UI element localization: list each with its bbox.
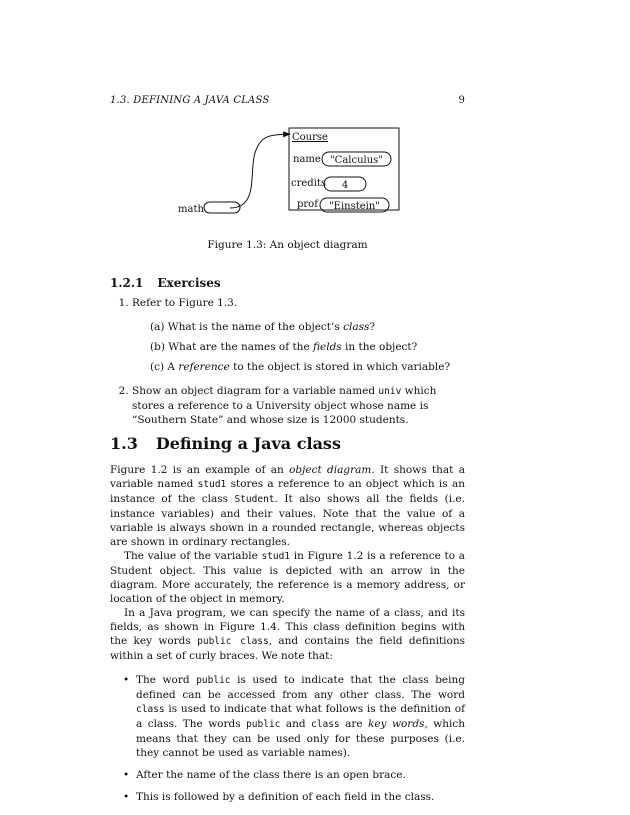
inline-code: stud1 bbox=[197, 479, 227, 490]
inline-code: public bbox=[246, 719, 281, 730]
object-diagram-figure bbox=[110, 120, 465, 238]
text: are bbox=[339, 718, 369, 730]
exercise-sublist bbox=[132, 320, 465, 374]
figure-caption: Figure 1.3: An object diagram bbox=[207, 239, 368, 251]
subitem-text: What are the names of the bbox=[168, 341, 313, 353]
subitem-label: (b) bbox=[150, 341, 165, 353]
subitem-text: ? bbox=[369, 321, 375, 333]
text: In a Java program, we can specify the name of a class, and its fields, as shown in Figure 1.4. This class definition begins with the key words bbox=[110, 607, 465, 647]
field-name: credits bbox=[291, 178, 327, 189]
text: stores a reference to an object which is an instance of the class bbox=[110, 478, 465, 505]
emphasis: key words bbox=[368, 718, 425, 730]
inline-code: public class bbox=[197, 636, 269, 647]
exercise-subitem bbox=[150, 320, 465, 334]
text: . It also shows all the fields (i.e. instance variables) and their values. Note that the value of a variable is always shown in a rounded rectangle, whereas objects are shown in ordinary rectangles. bbox=[110, 493, 465, 548]
exercise-item bbox=[132, 296, 465, 374]
text: and bbox=[280, 718, 312, 730]
subitem-text: in the object? bbox=[341, 341, 418, 353]
paragraph bbox=[110, 549, 465, 606]
exercise-text: Show an object diagram for a variable named bbox=[132, 385, 379, 397]
exercises-number: 1.2.1 bbox=[110, 276, 144, 290]
subitem-emphasis: reference bbox=[178, 361, 230, 373]
text: , and contains the field definitions within a set of curly braces. We note that: bbox=[110, 635, 466, 662]
page bbox=[110, 94, 465, 812]
text: Figure 1.2 is an example of an bbox=[110, 464, 290, 476]
section-number: 1.3 bbox=[110, 434, 138, 453]
section-heading bbox=[110, 434, 465, 453]
exercise-item bbox=[132, 384, 465, 427]
section-title: Defining a Java class bbox=[155, 434, 341, 453]
reference-arrow bbox=[230, 134, 290, 208]
inline-code: class bbox=[136, 704, 165, 715]
exercises-title: Exercises bbox=[157, 276, 221, 290]
bullet-item bbox=[136, 673, 465, 760]
subitem-emphasis: fields bbox=[313, 341, 342, 353]
emphasis: object diagram. bbox=[289, 464, 375, 476]
text: It shows that a variable named bbox=[110, 464, 465, 490]
bullet-item: • After the name of the class there is an open brace. bbox=[136, 768, 465, 782]
subitem-text: A bbox=[167, 361, 179, 373]
bullet-list bbox=[110, 673, 465, 804]
object-diagram bbox=[110, 120, 465, 238]
inline-code: univ bbox=[378, 386, 402, 397]
subitem-label: (c) bbox=[150, 361, 165, 373]
exercise-subitem bbox=[150, 360, 465, 374]
exercise-list bbox=[110, 296, 465, 427]
exercises-heading bbox=[110, 276, 465, 290]
subitem-text: to the object is stored in which variable? bbox=[229, 361, 451, 373]
paragraph bbox=[110, 606, 465, 663]
subitem-text: What is the name of the object’s bbox=[167, 321, 344, 333]
variable-label: math bbox=[178, 204, 204, 215]
class-name: Course bbox=[292, 132, 328, 143]
text: The word bbox=[136, 674, 197, 686]
text: in Figure 1.2 is a reference to a Student object. This value is depicted with an arrow in the diagram. More accurately, the reference is a memory address, or location of the object in memory. bbox=[110, 550, 465, 605]
text: is used to indicate that what follows is the definition of a class. The words bbox=[136, 703, 465, 730]
running-head-section: 1.3. DEFINING A JAVA CLASS bbox=[110, 95, 270, 106]
field-name: name bbox=[293, 154, 321, 165]
bullet-item: • This is followed by a definition of each field in the class. bbox=[136, 790, 465, 804]
page-number: 9 bbox=[458, 95, 465, 106]
inline-code: public bbox=[196, 675, 231, 686]
subitem-emphasis: class bbox=[343, 321, 370, 333]
text: is used to indicate that the class being defined can be accessed from any other class. The word bbox=[136, 674, 465, 701]
text: , which means that they can be used only for these purposes (i.e. they cannot be used as variable names). bbox=[136, 718, 465, 759]
inline-code: stud1 bbox=[261, 551, 291, 562]
exercise-lead: Refer to Figure 1.3. bbox=[132, 297, 238, 309]
text: The value of the variable bbox=[124, 550, 262, 562]
subitem-label: (a) bbox=[150, 321, 165, 333]
field-value: 4 bbox=[341, 180, 349, 191]
field-value: "Einstein" bbox=[329, 201, 380, 212]
inline-code: class bbox=[311, 719, 340, 730]
inline-code: Student bbox=[234, 494, 275, 505]
field-value: "Calculus" bbox=[330, 155, 383, 166]
paragraph bbox=[110, 463, 465, 549]
running-head bbox=[110, 94, 465, 108]
exercise-text: which stores a reference to a University object whose name is “Southern State” and whose size is 12000 students. bbox=[132, 385, 437, 426]
field-name: prof bbox=[297, 199, 318, 210]
exercise-subitem bbox=[150, 340, 465, 354]
